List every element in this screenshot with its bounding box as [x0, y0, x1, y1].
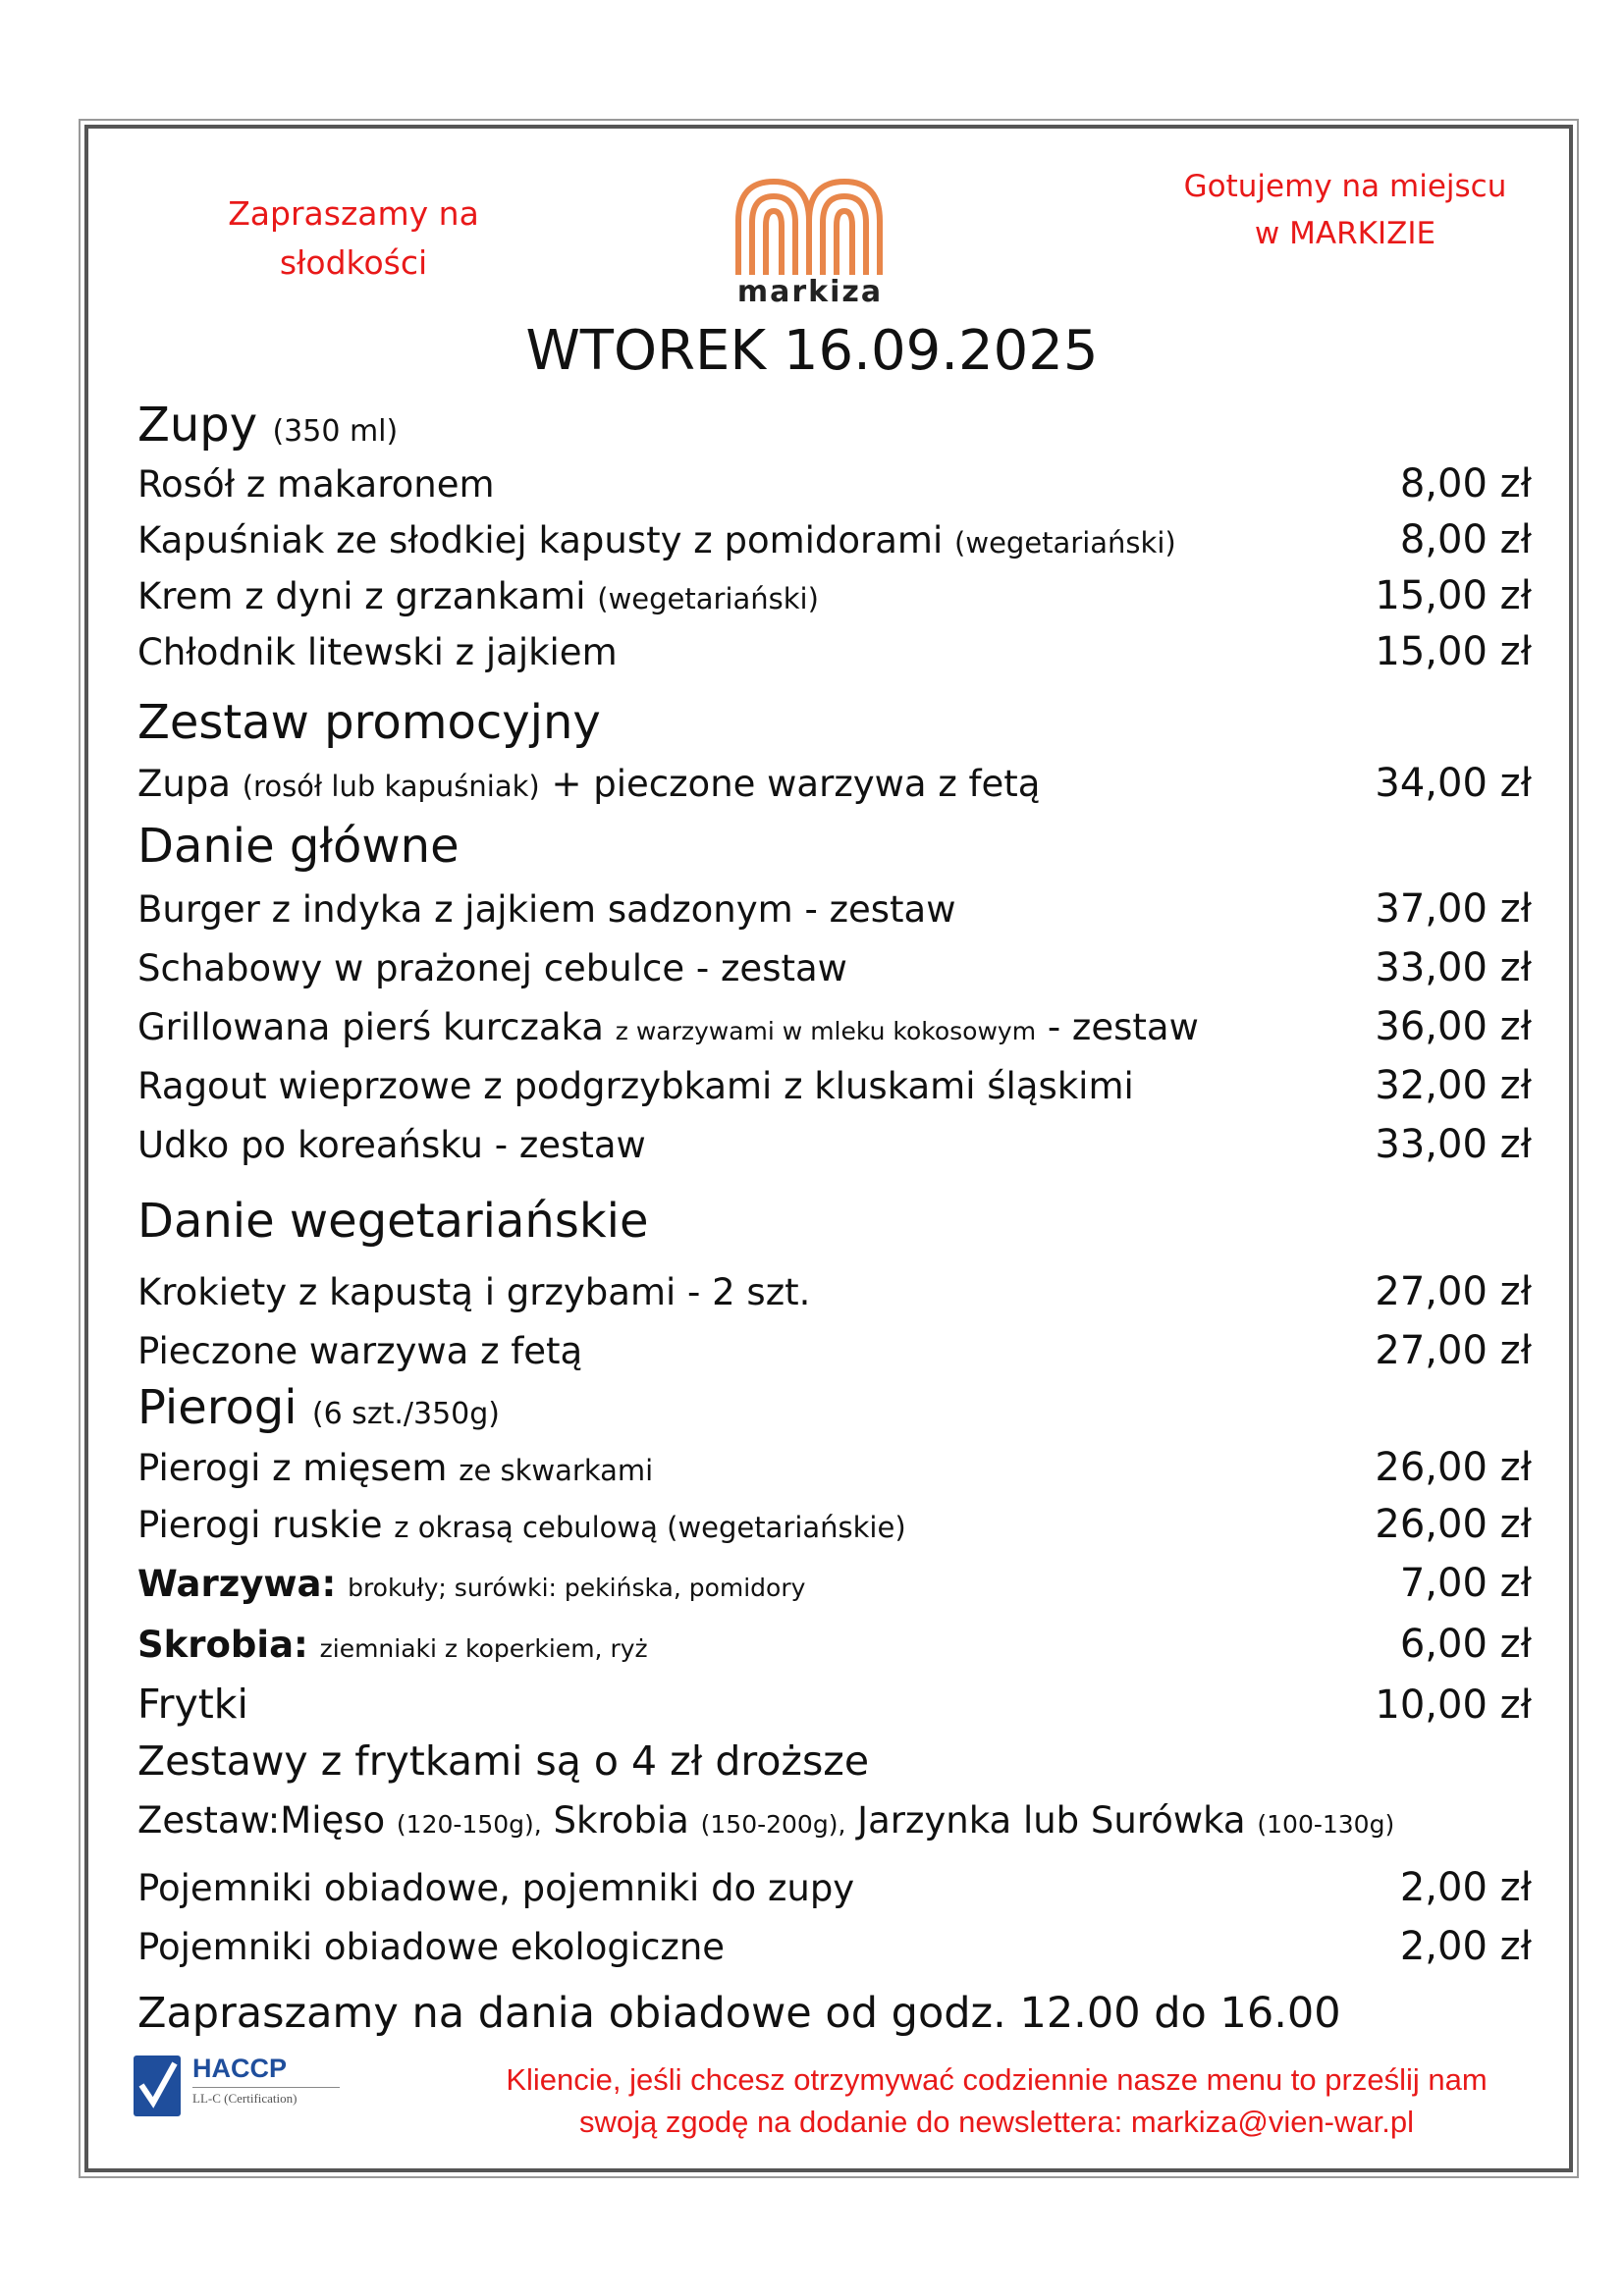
item-name: Pieczone warzywa z fetą: [137, 1330, 583, 1372]
list-item: [137, 1445, 1532, 1490]
item-name: Warzywa: brokuły; surówki: pekińska, pomidory: [137, 1563, 806, 1605]
item-name: Skrobia: ziemniaki z koperkiem, ryż: [137, 1624, 648, 1666]
section-vegetarian: Danie wegetariańskie: [137, 1194, 649, 1249]
item-price: 8,00 zł: [1399, 517, 1532, 562]
list-item: [137, 1063, 1532, 1108]
item-name: Udko po koreańsku - zestaw: [137, 1124, 646, 1166]
item-name: Chłodnik litewski z jajkiem: [137, 631, 618, 673]
section-dumplings-heading: Pierogi: [137, 1380, 298, 1435]
item-price: 34,00 zł: [1375, 761, 1532, 806]
item-name: Rosół z makaronem: [137, 463, 495, 506]
item-price: 26,00 zł: [1375, 1502, 1532, 1547]
menu-date-title: WTOREK 16.09.2025: [525, 319, 1099, 383]
item-name: Pojemniki obiadowe, pojemniki do zupy: [137, 1867, 855, 1909]
haccp-check-icon: [134, 2056, 181, 2116]
cooking-note: [1149, 163, 1542, 257]
list-item: [137, 1924, 1532, 1969]
item-price: 37,00 zł: [1375, 886, 1532, 932]
list-item: [137, 1004, 1532, 1049]
item-price: 7,00 zł: [1399, 1561, 1532, 1606]
item-price: 32,00 zł: [1375, 1063, 1532, 1108]
fries-info-text: Zestawy z frytkami są o 4 zł droższe: [137, 1737, 870, 1785]
item-name: Burger z indyka z jajkiem sadzonym - zestaw: [137, 888, 956, 931]
item-name: Kapuśniak ze słodkiej kapusty z pomidorami (wegetariański): [137, 519, 1176, 561]
sweets-invitation-line2: słodkości: [279, 243, 428, 282]
item-price: 27,00 zł: [1375, 1269, 1532, 1314]
list-item: [137, 517, 1532, 562]
item-name: Pojemniki obiadowe ekologiczne: [137, 1926, 726, 1968]
item-price: 10,00 zł: [1375, 1682, 1532, 1728]
list-item: [137, 886, 1532, 932]
item-name: Krokiety z kapustą i grzybami - 2 szt.: [137, 1271, 811, 1313]
item-name: Krem z dyni z grzankami (wegetariański): [137, 575, 819, 617]
list-item: [137, 1865, 1532, 1910]
item-price: 33,00 zł: [1375, 1122, 1532, 1167]
item-name: Frytki: [137, 1681, 248, 1728]
item-name: Pierogi z mięsem ze skwarkami: [137, 1447, 654, 1489]
item-price: 6,00 zł: [1399, 1622, 1532, 1667]
item-price: 15,00 zł: [1375, 573, 1532, 618]
fries-info: [137, 1737, 1532, 1785]
opening-hours: [137, 1989, 1532, 2038]
section-soups-heading: Zupy: [137, 398, 258, 453]
item-price: 8,00 zł: [1399, 461, 1532, 507]
list-item: [137, 1269, 1532, 1314]
list-item: [137, 1328, 1532, 1373]
section-soups-note: (350 ml): [272, 414, 399, 449]
list-item: [137, 573, 1532, 618]
item-price: 33,00 zł: [1375, 945, 1532, 990]
list-item: [137, 1122, 1532, 1167]
logo-wordmark: markiza: [736, 275, 884, 309]
newsletter-line1: Kliencie, jeśli chcesz otrzymywać codziennie nasze menu to prześlij nam: [506, 2062, 1488, 2097]
list-item: [137, 1622, 1532, 1667]
item-name: Pierogi ruskie z okrasą cebulową (wegetariańskie): [137, 1504, 906, 1546]
section-promo: Zestaw promocyjny: [137, 695, 601, 750]
list-item: [137, 1502, 1532, 1547]
list-item: [137, 461, 1532, 507]
list-item: [137, 1561, 1532, 1606]
section-soups: [137, 398, 398, 453]
item-name: Ragout wieprzowe z podgrzybkami z kluskami śląskimi: [137, 1065, 1134, 1107]
list-item: [137, 945, 1532, 990]
newsletter-note: [432, 2058, 1561, 2143]
item-price: 27,00 zł: [1375, 1328, 1532, 1373]
opening-hours-text: Zapraszamy na dania obiadowe od godz. 12.00 do 16.00: [137, 1989, 1341, 2038]
item-price: 2,00 zł: [1399, 1865, 1532, 1910]
item-price: 2,00 zł: [1399, 1924, 1532, 1969]
section-main-dishes: Danie główne: [137, 819, 460, 874]
cooking-note-line2: w MARKIZIE: [1254, 216, 1436, 251]
list-item: [137, 761, 1532, 806]
item-name: Grillowana pierś kurczaka z warzywami w mleku kokosowym - zestaw: [137, 1006, 1199, 1048]
haccp-badge: [134, 2054, 350, 2122]
item-name: Zupa (rosół lub kapuśniak) + pieczone warzywa z fetą: [137, 763, 1041, 805]
item-price: 15,00 zł: [1375, 629, 1532, 674]
sweets-invitation-line1: Zapraszamy na: [228, 194, 479, 233]
item-price: 26,00 zł: [1375, 1445, 1532, 1490]
newsletter-line2: swoją zgodę na dodanie do newslettera: markiza@vien-war.pl: [579, 2105, 1414, 2139]
set-composition-text: Zestaw:Mięso (120-150g), Skrobia (150-200g), Jarzynka lub Surówka (100-130g): [137, 1799, 1395, 1842]
haccp-subtitle: LL-C (Certification): [192, 2091, 298, 2106]
section-dumplings: [137, 1380, 500, 1435]
set-composition: [137, 1799, 1532, 1842]
cooking-note-line1: Gotujemy na miejscu: [1183, 169, 1507, 204]
section-dumplings-note: (6 szt./350g): [311, 1397, 500, 1431]
sweets-invitation: [196, 189, 511, 288]
list-item: [137, 629, 1532, 674]
list-item: [137, 1681, 1532, 1728]
item-price: 36,00 zł: [1375, 1004, 1532, 1049]
item-name: Schabowy w prażonej cebulce - zestaw: [137, 947, 847, 989]
haccp-title: HACCP: [192, 2054, 288, 2083]
